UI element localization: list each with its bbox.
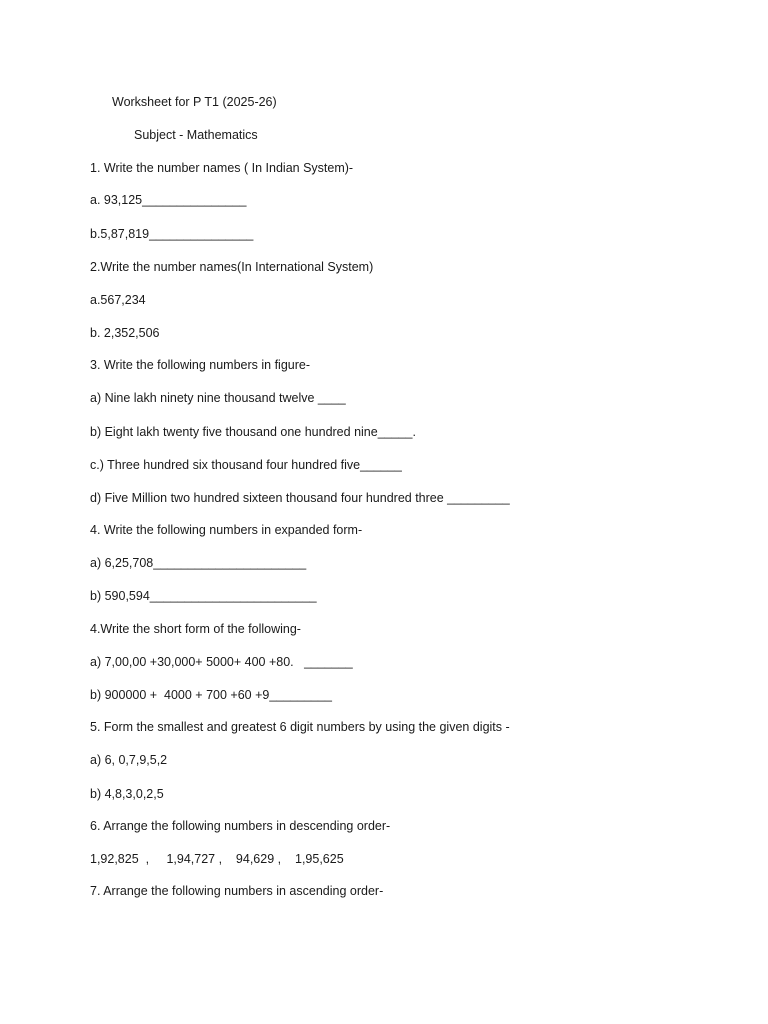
question-7-heading: 7. Arrange the following numbers in ascending order- bbox=[90, 884, 384, 898]
question-5b: b) 4,8,3,0,2,5 bbox=[90, 787, 164, 801]
question-1-heading: 1. Write the number names ( In Indian System)- bbox=[90, 161, 354, 175]
worksheet-title: Worksheet for P T1 (2025-26) bbox=[112, 95, 277, 109]
question-5-heading: 5. Form the smallest and greatest 6 digit numbers by using the given digits - bbox=[90, 720, 510, 734]
subject-heading: Subject - Mathematics bbox=[134, 128, 258, 142]
question-2a: a.567,234 bbox=[90, 293, 146, 307]
question-2b: b. 2,352,506 bbox=[90, 326, 160, 340]
question-3c: c.) Three hundred six thousand four hundred five______ bbox=[90, 458, 402, 472]
question-3b: b) Eight lakh twenty five thousand one hundred nine_____. bbox=[90, 425, 416, 439]
question-4-heading: 4. Write the following numbers in expanded form- bbox=[90, 523, 363, 537]
question-3d: d) Five Million two hundred sixteen thousand four hundred three _________ bbox=[90, 491, 510, 505]
question-4-short-form-b: b) 900000 + 4000 + 700 +60 +9_________ bbox=[90, 688, 332, 702]
question-1b: b.5,87,819_______________ bbox=[90, 227, 254, 241]
question-4-short-form-a: a) 7,00,00 +30,000+ 5000+ 400 +80. _______ bbox=[90, 655, 353, 669]
question-2-heading: 2.Write the number names(In International System) bbox=[90, 260, 374, 274]
question-3-heading: 3. Write the following numbers in figure- bbox=[90, 358, 311, 372]
question-4a: a) 6,25,708______________________ bbox=[90, 556, 307, 570]
question-6-numbers: 1,92,825 , 1,94,727 , 94,629 , 1,95,625 bbox=[90, 852, 344, 866]
question-4-short-form-heading: 4.Write the short form of the following- bbox=[90, 622, 301, 636]
question-6-heading: 6. Arrange the following numbers in descending order- bbox=[90, 819, 391, 833]
question-3a: a) Nine lakh ninety nine thousand twelve ____ bbox=[90, 391, 346, 405]
question-5a: a) 6, 0,7,9,5,2 bbox=[90, 753, 168, 767]
question-1a: a. 93,125_______________ bbox=[90, 193, 247, 207]
question-4b: b) 590,594________________________ bbox=[90, 589, 317, 603]
